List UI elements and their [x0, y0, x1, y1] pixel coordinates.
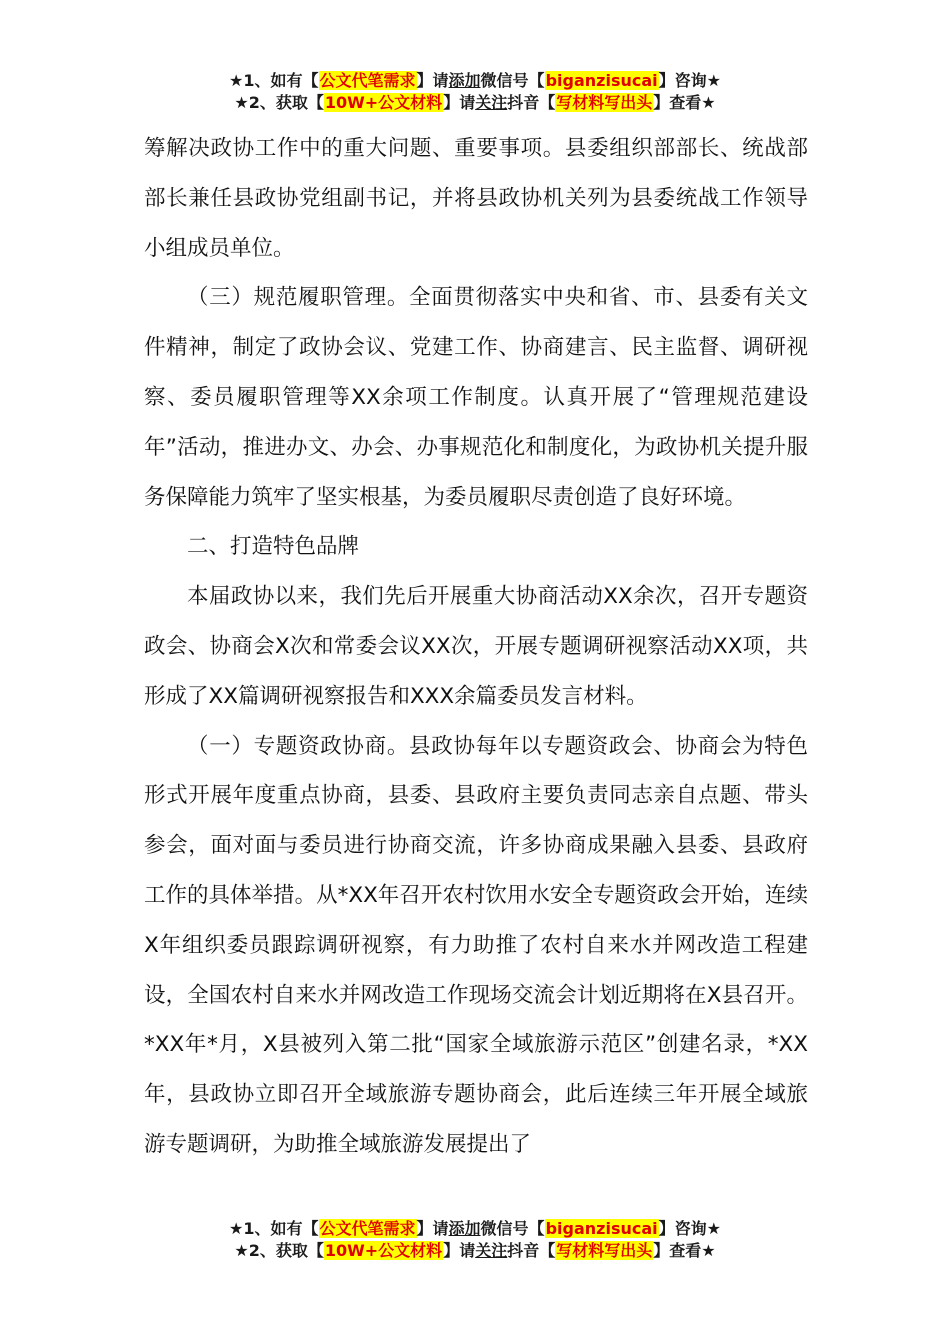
promo-text: 】咨询★ — [658, 71, 721, 90]
highlight-wechat-id: biganzisucai — [545, 1219, 658, 1238]
paragraph-overview: 本届政协以来，我们先后开展重大协商活动XX余次，召开专题资政会、协商会X次和常委会议XX次，开展专题调研视察活动XX项，共形成了XX篇调研视察报告和XXX余篇委员发言材料。 — [144, 584, 808, 709]
promo-line-1 — [0, 70, 950, 92]
highlight-douyin-id: 写材料写出头 — [556, 1241, 653, 1260]
paragraph-section-3: （三）规范履职管理。全面贯彻落实中央和省、市、县委有关文件精神，制定了政协会议、党建工作、协商建言、民主监督、调研视察、委员履职管理等XX余项工作制度。认真开展了“管理规范建设年”活动，推进办文、办会、办事规范化和制度化，为政协机关提升服务保障能力筑牢了坚实根基，为委员履职尽责创造了良好环境。 — [144, 285, 808, 510]
highlight-service: 公文代笔需求 — [319, 1219, 416, 1238]
paragraph-subsection-1: （一）专题资政协商。县政协每年以专题资政会、协商会为特色形式开展年度重点协商，县委、县政府主要负责同志亲自点题、带头参会，面对面与委员进行协商交流，许多协商成果融入县委、县政府工作的具体举措。从*XX年召开农村饮用水安全专题资政会开始，连续X年组织委员跟踪调研视察，有力助推了农村自来水并网改造工程建设，全国农村自来水并网改造工作现场交流会计划近期将在X县召开。*XX年*月，X县被列入第二批“国家全域旅游示范区”创建名录，*XX年，县政协立即召开全域旅游专题协商会，此后连续三年开展全域旅游专题调研，为助推全域旅游发展提出了 — [144, 733, 808, 1157]
promo-text: 1、如有【 — [243, 71, 319, 90]
promo-text: 抖音【 — [507, 93, 556, 112]
star-icon: ★ — [229, 71, 244, 90]
highlight-materials: 10W+公文材料 — [324, 1241, 443, 1260]
section-heading: 二、打造特色品牌 — [187, 534, 360, 560]
promo-text: 1、如有【 — [243, 1219, 319, 1238]
promo-line-2 — [0, 92, 950, 114]
underlined-word: 关注 — [475, 93, 508, 112]
promo-text: 】请 — [416, 71, 449, 90]
promo-text: 】查看★ — [653, 93, 716, 112]
promo-text: 】请 — [416, 1219, 449, 1238]
promo-line-2 — [0, 1240, 950, 1262]
promo-text: 微信号【 — [480, 1219, 545, 1238]
highlight-wechat-id: biganzisucai — [545, 71, 658, 90]
star-icon: ★ — [234, 1241, 249, 1260]
highlight-materials: 10W+公文材料 — [324, 93, 443, 112]
promo-text: 微信号【 — [480, 71, 545, 90]
promo-text: 抖音【 — [507, 1241, 556, 1260]
header-promo-banner — [0, 70, 950, 114]
promo-text: 】咨询★ — [658, 1219, 721, 1238]
promo-line-1 — [0, 1218, 950, 1240]
highlight-service: 公文代笔需求 — [319, 71, 416, 90]
document-body — [144, 124, 808, 1170]
footer-promo-banner — [0, 1218, 950, 1262]
promo-text: 2、获取【 — [248, 93, 324, 112]
underlined-word: 添加 — [448, 1219, 481, 1238]
underlined-word: 添加 — [448, 71, 481, 90]
promo-text: 】请 — [443, 93, 476, 112]
highlight-douyin-id: 写材料写出头 — [556, 93, 653, 112]
promo-text: 】请 — [443, 1241, 476, 1260]
star-icon: ★ — [234, 93, 249, 112]
promo-text: 】查看★ — [653, 1241, 716, 1260]
paragraph-continuation: 筹解决政协工作中的重大问题、重要事项。县委组织部部长、统战部部长兼任县政协党组副书记，并将县政协机关列为县委统战工作领导小组成员单位。 — [144, 136, 808, 261]
promo-text: 2、获取【 — [248, 1241, 324, 1260]
underlined-word: 关注 — [475, 1241, 508, 1260]
star-icon: ★ — [229, 1219, 244, 1238]
